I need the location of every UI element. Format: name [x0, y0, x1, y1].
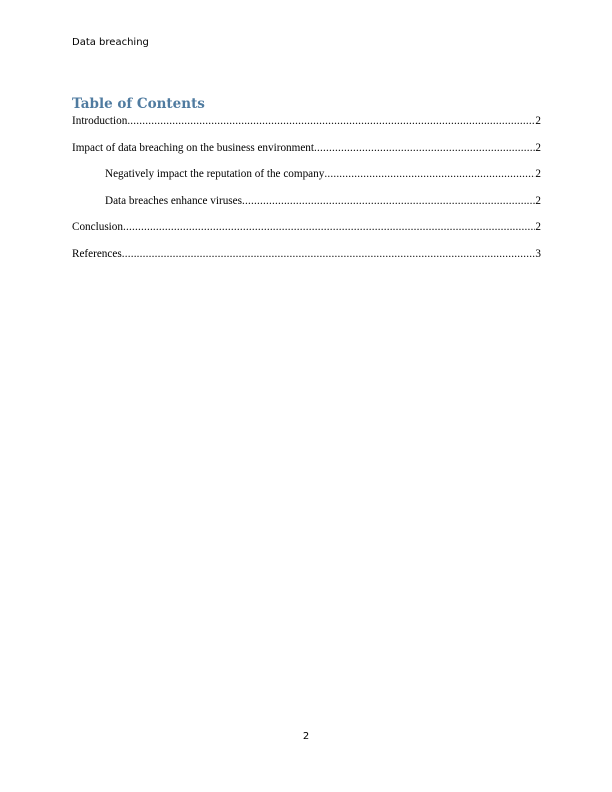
- toc-entry-text: References: [72, 247, 122, 260]
- toc-entry-text: Introduction: [72, 115, 128, 127]
- toc-entry-page: 2: [535, 221, 541, 233]
- toc-dot-leader: [314, 141, 535, 155]
- toc-dot-leader: [324, 167, 535, 181]
- toc-entry-page: 2: [535, 141, 541, 154]
- toc-entry-conclusion[interactable]: [72, 220, 541, 234]
- table-of-contents: [72, 114, 541, 273]
- toc-entry-text: Impact of data breaching on the business environment: [72, 141, 315, 154]
- toc-entry-text: Negatively impact the reputation of the company: [105, 168, 325, 180]
- toc-entry-page: 3: [535, 247, 541, 260]
- toc-entry-viruses[interactable]: [72, 194, 541, 208]
- toc-entry-text: Data breaches enhance viruses: [105, 194, 242, 207]
- toc-title: Table of Contents: [72, 96, 205, 112]
- page-number: 2: [302, 731, 310, 742]
- toc-entry-text: Conclusion: [72, 221, 123, 233]
- running-header: Data breaching: [72, 37, 149, 48]
- toc-dot-leader: [123, 220, 535, 234]
- toc-entry-impact[interactable]: [72, 141, 541, 155]
- toc-dot-leader: [122, 247, 536, 261]
- toc-entry-reputation[interactable]: [72, 167, 541, 181]
- toc-entry-introduction[interactable]: [72, 114, 541, 128]
- toc-entry-page: 2: [535, 115, 541, 127]
- toc-entry-references[interactable]: [72, 247, 541, 261]
- toc-dot-leader: [242, 194, 535, 208]
- toc-entry-page: 2: [535, 168, 541, 180]
- toc-entry-page: 2: [535, 194, 541, 207]
- toc-dot-leader: [127, 114, 535, 128]
